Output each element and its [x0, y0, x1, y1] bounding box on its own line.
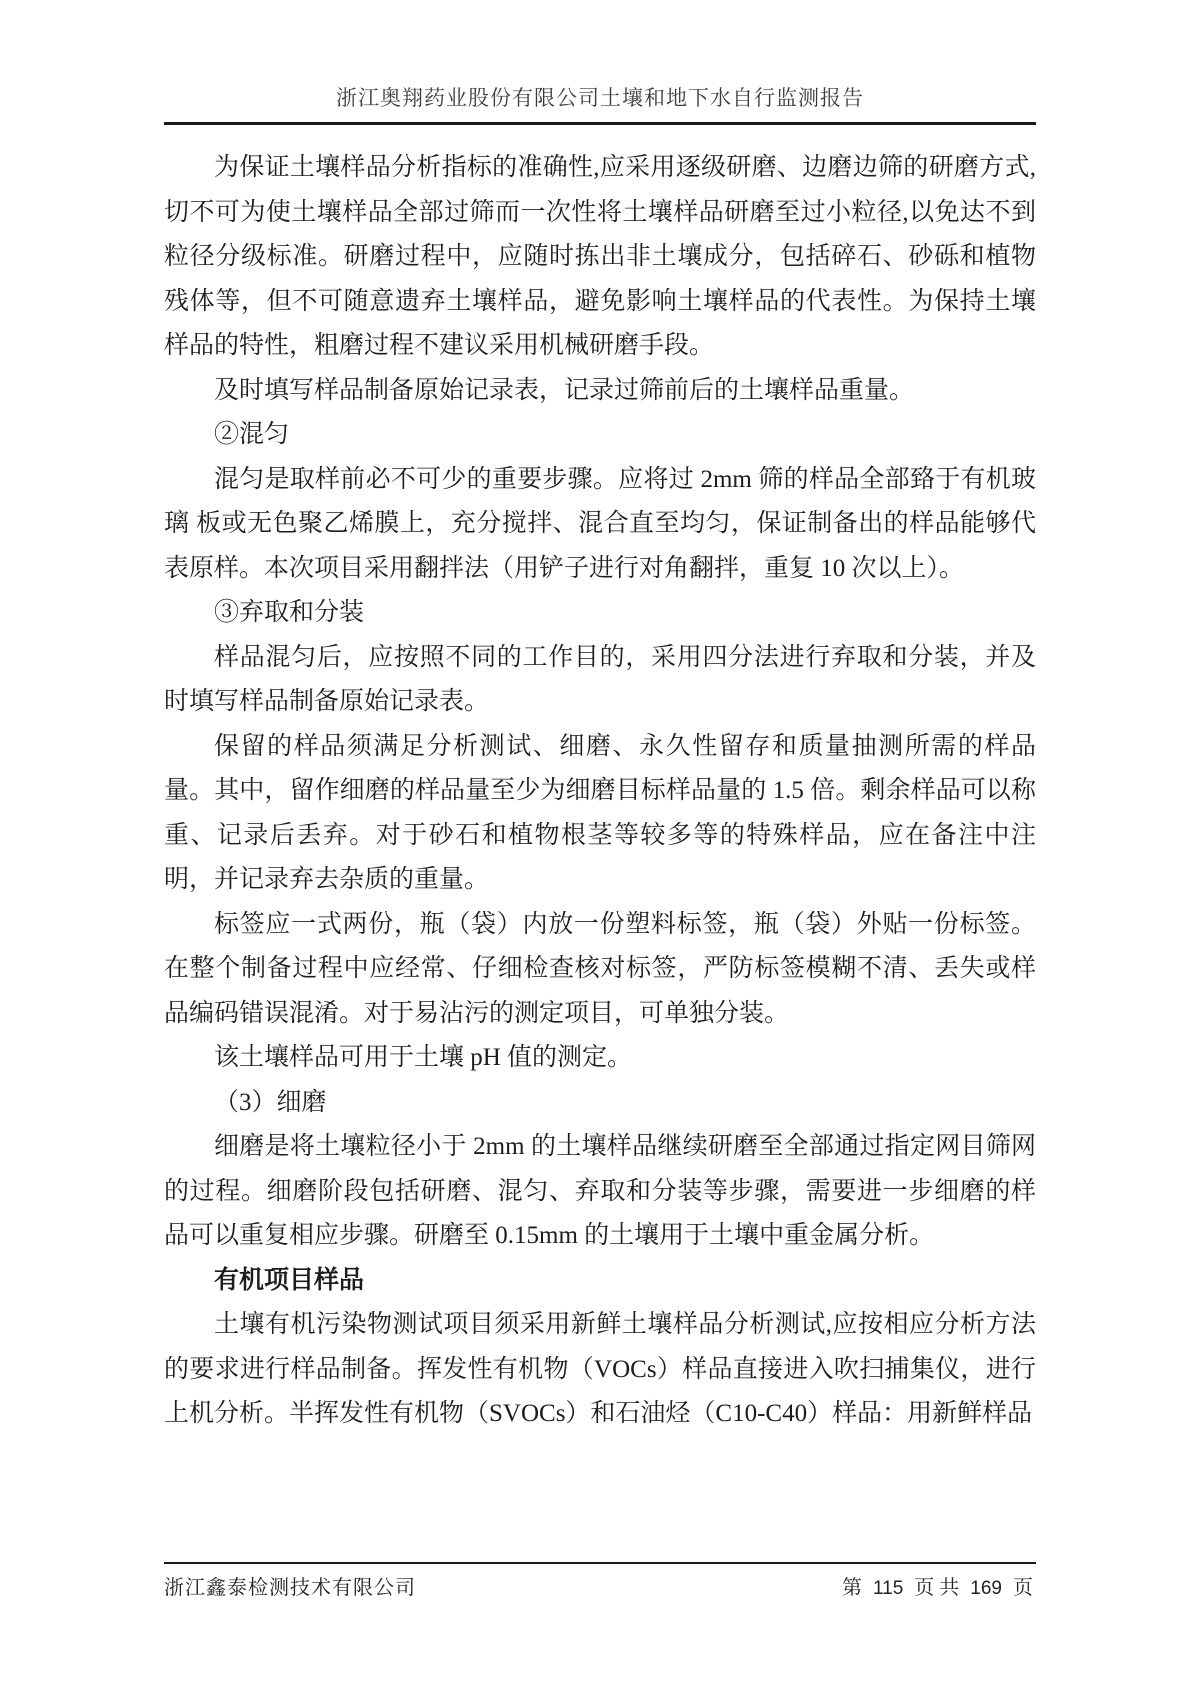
- paragraph: 该土壤样品可用于土壤 pH 值的测定。: [214, 1044, 633, 1071]
- document-body: [164, 146, 1036, 1437]
- report-title: 浙江奥翔药业股份有限公司土壤和地下水自行监测报告: [336, 86, 864, 110]
- page-label-middle: 页 共: [914, 1577, 960, 1599]
- current-page-number: 115: [873, 1578, 904, 1599]
- section-heading: 有机项目样品: [214, 1266, 365, 1294]
- page-footer: [164, 1562, 1036, 1600]
- list-item-heading: （3）细磨: [214, 1088, 327, 1116]
- footer-page-info: [839, 1571, 1036, 1600]
- paragraph: 样品混匀后，应按照不同的工作目的，采用四分法进行弃取和分装，并及时填写样品制备原始记录表。: [164, 643, 1036, 715]
- paragraph: 保留的样品须满足分析测试、细磨、永久性留存和质量抽测所需的样品量。其中，留作细磨的样品量至少为细磨目标样品量的 1.5 倍。剩余样品可以称重、记录后丢弃。对于砂石和植物根茎等较多等的特殊样品，应在备注中注明，并记录弃去杂质的重量。: [164, 732, 1036, 893]
- paragraph: 及时填写样品制备原始记录表，记录过筛前后的土壤样品重量。: [214, 376, 915, 404]
- page-header: [164, 82, 1036, 125]
- paragraph: 土壤有机污染物测试项目须采用新鲜土壤样品分析测试,应按相应分析方法的要求进行样品制备。挥发性有机物（VOCs）样品直接进入吹扫捕集仪，进行上机分析。半挥发性有机物（SVOCs）和石油烃（C10-C40）样品：用新鲜样品: [164, 1311, 1036, 1427]
- paragraph: 混匀是取样前必不可少的重要步骤。应将过 2mm 筛的样品全部臵于有机玻璃 板或无色聚乙烯膜上，充分搅拌、混合直至均匀，保证制备出的样品能够代表原样。本次项目采用翻拌法（用铲子进行对角翻拌，重复 10 次以上）。: [164, 465, 1036, 582]
- total-page-number: 169: [970, 1578, 1002, 1599]
- list-item-heading: ③弃取和分装: [214, 599, 365, 626]
- page-label-suffix: 页: [1013, 1577, 1033, 1599]
- footer-company: 浙江鑫泰检测技术有限公司: [164, 1577, 416, 1599]
- paragraph: 细磨是将土壤粒径小于 2mm 的土壤样品继续研磨至全部通过指定网目筛网的过程。细磨阶段包括研磨、混匀、弃取和分装等步骤，需要进一步细磨的样品可以重复相应步骤。研磨至 0.15mm 的土壤用于土壤中重金属分析。: [164, 1133, 1036, 1249]
- paragraph: 标签应一式两份，瓶（袋）内放一份塑料标签，瓶（袋）外贴一份标签。在整个制备过程中应经常、仔细检查核对标签，严防标签模糊不清、丢失或样品编码错误混淆。对于易沾污的测定项目，可单独分装。: [164, 910, 1036, 1027]
- paragraph: 为保证土壤样品分析指标的准确性,应采用逐级研磨、边磨边筛的研磨方式,切不可为使土壤样品全部过筛而一次性将土壤样品研磨至过小粒径,以免达不到粒径分级标准。研磨过程中，应随时拣出非土壤成分，包括碎石、砂砾和植物残体等，但不可随意遗弃土壤样品，避免影响土壤样品的代表性。为保持土壤样品的特性，粗磨过程不建议采用机械研磨手段。: [164, 154, 1036, 359]
- list-item-heading: ②混匀: [214, 421, 290, 448]
- page-label-prefix: 第: [842, 1577, 862, 1599]
